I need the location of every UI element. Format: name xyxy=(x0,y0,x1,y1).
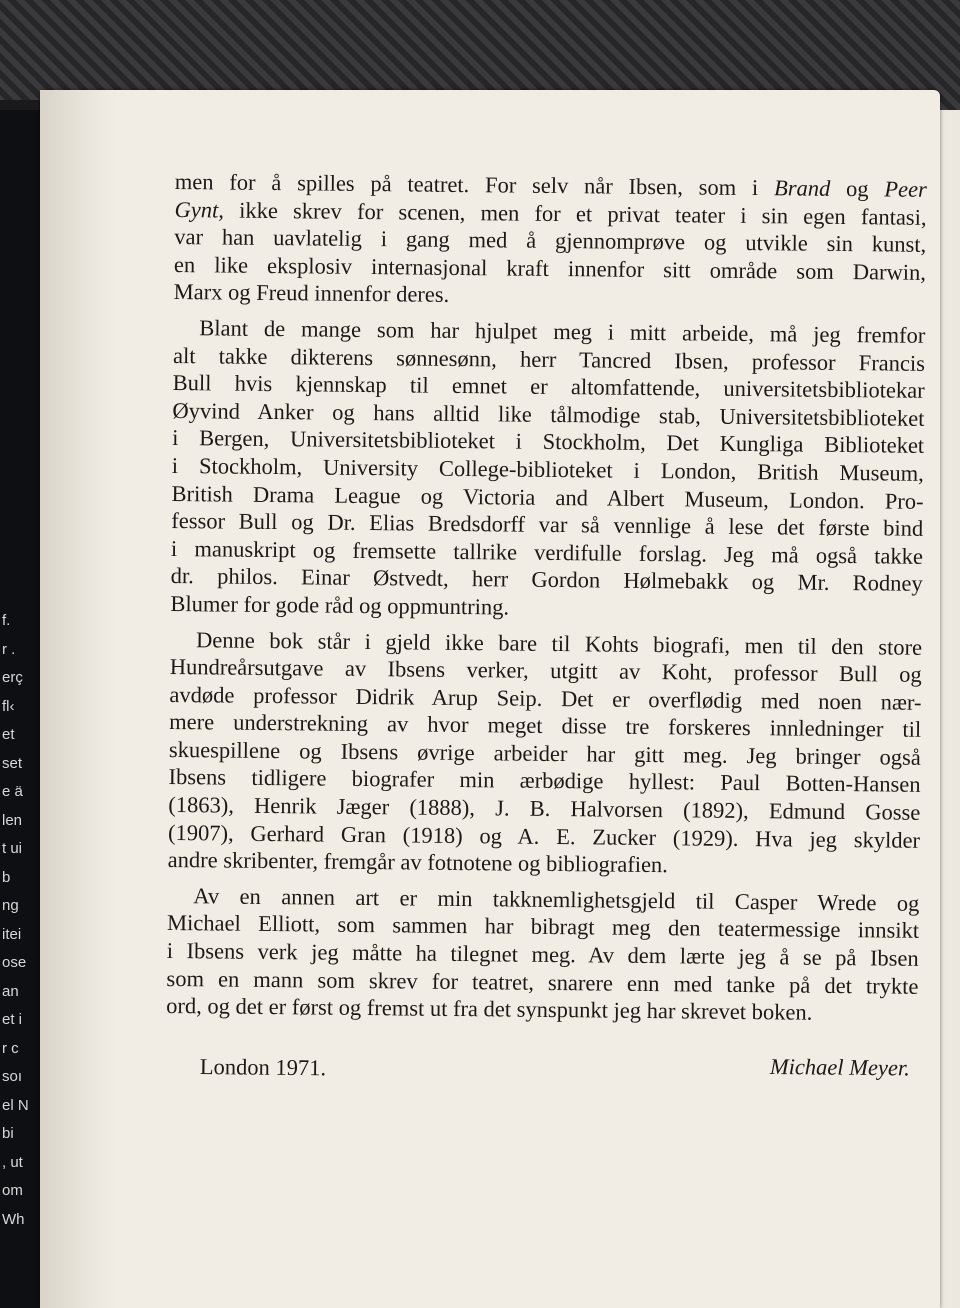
screen-text-fragment: ng xyxy=(2,897,19,914)
screen-text-fragment: erç xyxy=(2,669,23,686)
text-segment: i Stockholm, University College-biblioteket i London, British Museum, xyxy=(171,452,924,486)
screen-text-fragment: fl‹ xyxy=(2,697,15,715)
text-segment: andre skribenter, fremgår av fotnotene og bibliografien. xyxy=(167,847,669,878)
text-segment: Ibsens tidligere biografer min ærbødige hyllest: Paul Botten-Hansen xyxy=(168,764,921,798)
italic-title: Gynt, xyxy=(174,196,225,223)
screen-text-fragment: e ä xyxy=(2,783,23,800)
signature-row xyxy=(200,1048,910,1091)
text-segment: Michael Elliott, som sammen har bibragt meg den teatermessige innsikt xyxy=(166,910,920,944)
text-segment: fessor Bull og Dr. Elias Bredsdorff var så vennlige å lese det første bind xyxy=(171,508,924,541)
screen-text-fragment: itei xyxy=(2,925,22,943)
screen-text-fragment: , ut xyxy=(2,1153,23,1171)
screen-text-fragment: b xyxy=(2,868,11,886)
text-segment: skuespillene og Ibsens øvrige arbeider har gitt meg. Jeg bringer også xyxy=(168,736,922,770)
paragraph xyxy=(170,314,925,625)
screen-text-fragment: bi xyxy=(2,1125,14,1142)
text-segment: og xyxy=(830,175,885,202)
text-segment: avdøde professor Didrik Arup Seip. Det er overflødig med noen nær- xyxy=(169,681,922,715)
screen-text-fragment: t ui xyxy=(2,840,23,857)
text-segment: i manuskript og fremsette tallrike verdifulle forslag. Jeg må også takke xyxy=(170,535,924,569)
text-segment: en like eksplosiv internasjonal kraft innenfor sitt område som Darwin, xyxy=(173,251,927,285)
screen-text-fragment: r . xyxy=(2,640,16,658)
text-segment: Blant de mange som har hjulpet meg i mitt arbeide, må jeg fremfor xyxy=(199,315,926,348)
text-segment: Denne bok står i gjeld ikke bare til Kohts biografi, men til den store xyxy=(195,626,923,660)
text-segment: dr. philos. Einar Østvedt, herr Gordon Hølmebakk og Mr. Rodney xyxy=(170,563,923,597)
text-segment: Bull hvis kjennskap til emnet er altomfattende, universitetsbibliotekar xyxy=(172,370,925,404)
text-segment: alt takke dikterens sønnesønn, herr Tancred Ibsen, professor Francis xyxy=(172,342,926,376)
text-segment: Av en annen art er min takknemlighetsgjeld til Casper Wrede og xyxy=(193,883,920,916)
author-signature: Michael Meyer. xyxy=(769,1053,910,1081)
screen-text-fragment: set xyxy=(2,754,23,772)
screen-text-fragment: soı xyxy=(2,1068,23,1085)
paragraph xyxy=(174,168,927,314)
screen-text-fragment: r c xyxy=(2,1039,19,1057)
text-segment: (1863), Henrik Jæger (1888), J. B. Halvorsen (1892), Edmund Gosse xyxy=(168,792,921,825)
text-segment: Blumer for gode råd og oppmuntring. xyxy=(170,590,510,620)
text-segment: var han uavlatelig i gang med å gjennomprøve og utvikle sin kunst, xyxy=(174,224,927,258)
text-segment: ikke skrev for scenen, men for et privat teater i sin egen fantasi, xyxy=(223,197,927,230)
text-segment: som en mann som skrev for teatret, snarere enn med tanke på det trykte xyxy=(166,965,919,999)
screen-text-fragment: f. xyxy=(2,612,11,629)
background-screen xyxy=(0,110,40,1308)
screen-text-fragment: et i xyxy=(2,1011,23,1028)
italic-title: Peer xyxy=(884,176,927,202)
italic-title: Brand xyxy=(773,175,831,201)
text-segment: Øyvind Anker og hans alltid like tålmodige stab, Universitetsbiblioteket xyxy=(172,397,925,431)
text-segment: i Ibsens verk jeg måtte ha tilegnet meg. Av dem lærte jeg å se på Ibsen xyxy=(166,937,919,971)
text-segment: Hundreårsutgave av Ibsens verker, utgitt av Koht, professor Bull og xyxy=(169,654,922,687)
screen-text-fragment: el N xyxy=(2,1096,29,1114)
screen-text-fragment: an xyxy=(2,982,19,1000)
preface-text xyxy=(166,168,927,1036)
screen-text-fragment: om xyxy=(2,1182,23,1199)
paragraph xyxy=(168,625,923,881)
paragraph xyxy=(166,882,919,1028)
text-segment: (1907), Gerhard Gran (1918) og A. E. Zucker (1929). Hva jeg skylder xyxy=(167,819,921,853)
text-segment: British Drama League og Victoria and Albert Museum, London. Pro- xyxy=(171,480,924,514)
screen-text-fragment: et xyxy=(2,726,15,743)
text-segment: men for å spilles på teatret. For selv når Ibsen, som i xyxy=(174,168,775,201)
text-segment: i Bergen, Universitetsbiblioteket i Stockholm, Det Kungliga Biblioteket xyxy=(172,425,925,459)
screen-text-fragment: Wh xyxy=(2,1210,25,1228)
screen-text-fragment: len xyxy=(2,811,23,829)
text-segment: Marx og Freud innenfor deres. xyxy=(173,279,450,308)
text-segment: ord, og det er først og fremst ut fra det synspunkt jeg har skrevet boken. xyxy=(166,993,813,1025)
place-date: London 1971. xyxy=(199,1053,327,1081)
page-gutter-shadow xyxy=(40,90,115,1308)
screen-text-fragment: ose xyxy=(2,954,27,971)
text-segment: mere understrekning av hvor meget disse tre forskeres innledninger til xyxy=(169,709,922,743)
